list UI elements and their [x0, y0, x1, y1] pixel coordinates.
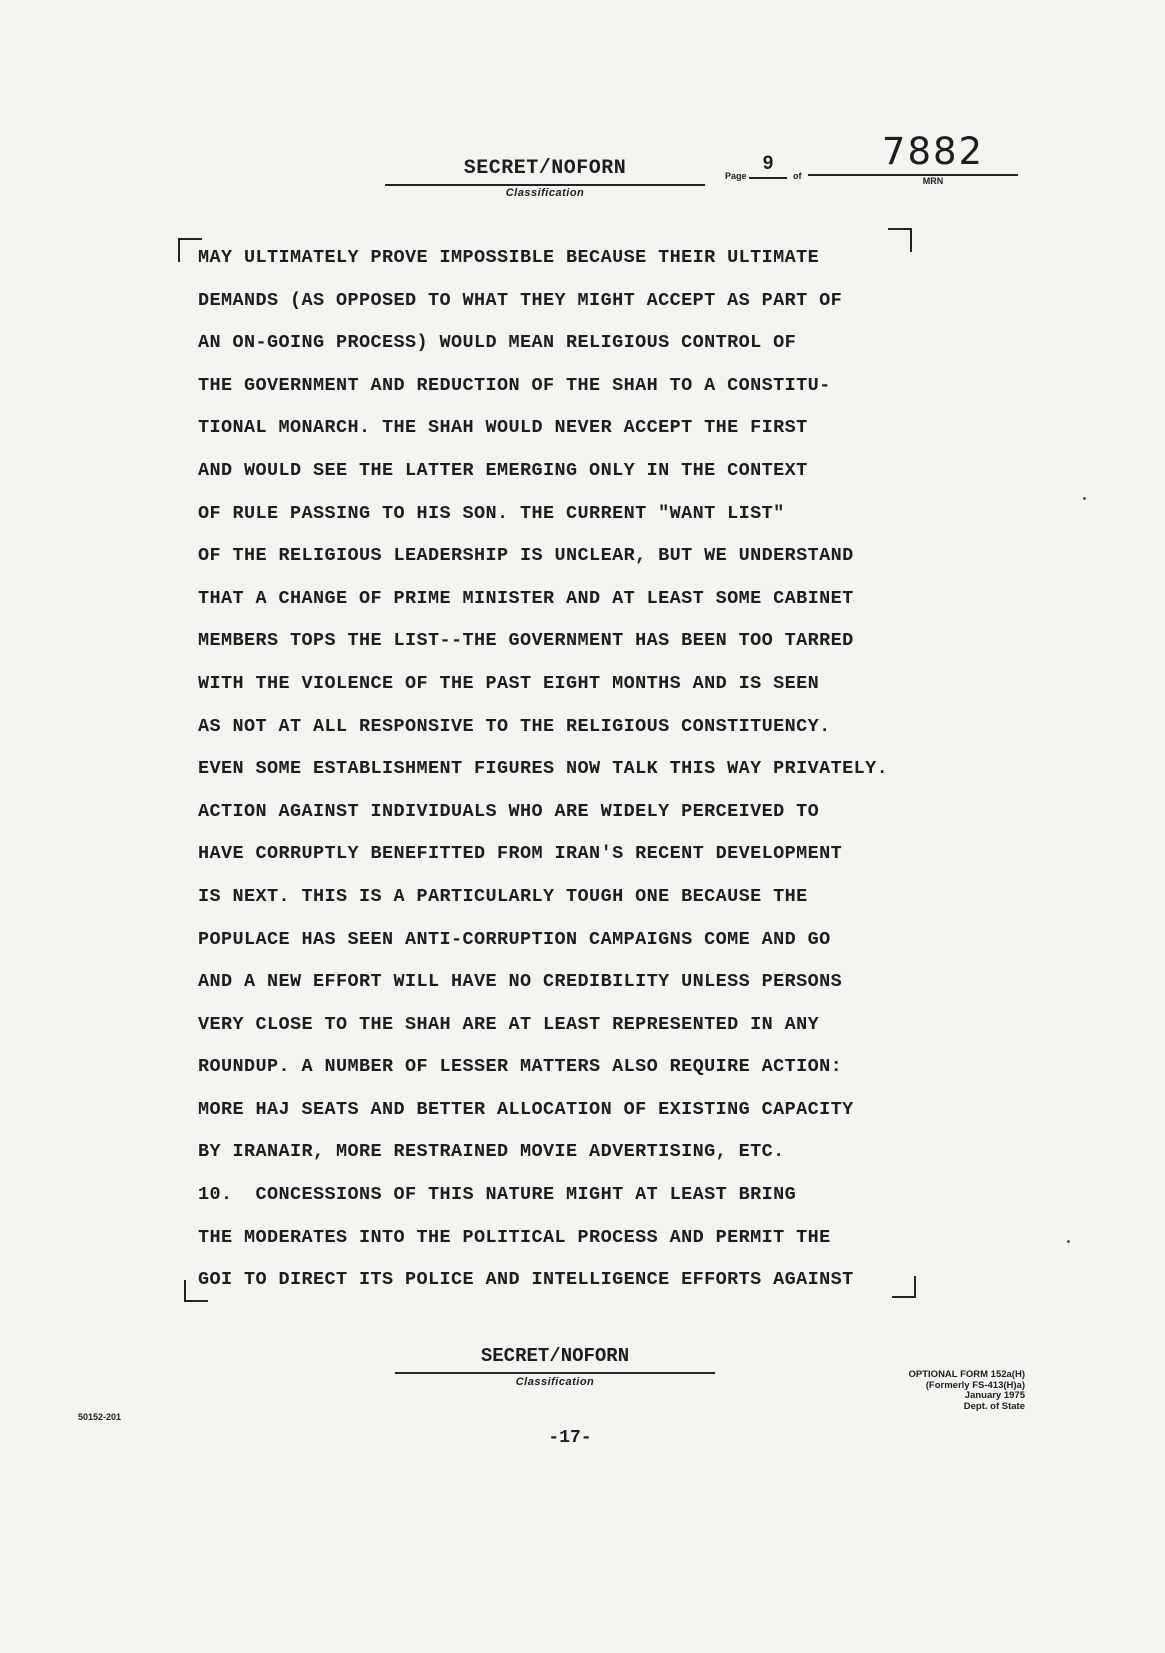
mrn-block — [808, 130, 1018, 186]
body-line: OF THE RELIGIOUS LEADERSHIP IS UNCLEAR, BUT WE UNDERSTAND — [198, 545, 854, 567]
header-classification — [385, 157, 705, 199]
form-line: OPTIONAL FORM 152a(H) — [908, 1369, 1025, 1380]
mrn-caption: MRN — [922, 176, 944, 186]
body-line: DEMANDS (AS OPPOSED TO WHAT THEY MIGHT ACCEPT AS PART OF — [198, 289, 843, 311]
footer-classification — [395, 1345, 715, 1388]
body-line: ACTION AGAINST INDIVIDUALS WHO ARE WIDELY PERCEIVED TO — [198, 800, 820, 822]
form-line: January 1975 — [964, 1390, 1025, 1401]
body-line: IS NEXT. THIS IS A PARTICULARLY TOUGH ONE BECAUSE THE — [198, 885, 808, 907]
body-line: MORE HAJ SEATS AND BETTER ALLOCATION OF EXISTING CAPACITY — [198, 1098, 854, 1120]
body-line: 10. CONCESSIONS OF THIS NATURE MIGHT AT LEAST BRING — [198, 1184, 797, 1206]
body-line: HAVE CORRUPTLY BENEFITTED FROM IRAN'S RECENT DEVELOPMENT — [198, 843, 843, 865]
form-code: 50152-201 — [78, 1412, 122, 1422]
form-line: (Formerly FS-413(H)a) — [925, 1379, 1025, 1391]
body-line: MAY ULTIMATELY PROVE IMPOSSIBLE BECAUSE THEIR ULTIMATE — [198, 247, 820, 268]
body-line: BY IRANAIR, MORE RESTRAINED MOVIE ADVERTISING, ETC. — [198, 1141, 785, 1163]
body-line: POPULACE HAS SEEN ANTI-CORRUPTION CAMPAIGNS COME AND GO — [198, 928, 831, 950]
handwritten-number: 7882 — [808, 130, 1018, 176]
header-classification-caption: Classification — [505, 187, 585, 199]
scan-speck — [1083, 497, 1086, 500]
scan-speck — [1067, 1240, 1070, 1243]
form-line: Dept. of State — [963, 1400, 1025, 1412]
body-line: WITH THE VIOLENCE OF THE PAST EIGHT MONTHS AND IS SEEN — [198, 672, 820, 694]
footer-classification-marking: SECRET/NOFORN — [395, 1345, 715, 1374]
page-footer-number: -17- — [548, 1428, 592, 1448]
body-line: MEMBERS TOPS THE LIST--THE GOVERNMENT HAS BEEN TOO TARRED — [198, 630, 854, 652]
body-line: ROUNDUP. A NUMBER OF LESSER MATTERS ALSO REQUIRE ACTION: — [198, 1056, 843, 1078]
body-line: EVEN SOME ESTABLISHMENT FIGURES NOW TALK THIS WAY PRIVATELY. — [198, 758, 889, 780]
body-line: AN ON-GOING PROCESS) WOULD MEAN RELIGIOUS CONTROL OF — [198, 332, 797, 354]
body-line: THE GOVERNMENT AND REDUCTION OF THE SHAH TO A CONSTITU- — [198, 374, 831, 396]
body-line: THE MODERATES INTO THE POLITICAL PROCESS AND PERMIT THE — [198, 1226, 831, 1248]
page-label: Page — [725, 171, 747, 181]
footer-classification-caption: Classification — [515, 1376, 595, 1388]
body-line: AND WOULD SEE THE LATTER EMERGING ONLY IN THE CONTEXT — [198, 459, 808, 481]
body-line: OF RULE PASSING TO HIS SON. THE CURRENT "WANT LIST" — [198, 502, 785, 524]
body-line: VERY CLOSE TO THE SHAH ARE AT LEAST REPRESENTED IN ANY — [198, 1013, 820, 1035]
body-line: THAT A CHANGE OF PRIME MINISTER AND AT LEAST SOME CABINET — [198, 587, 854, 609]
body-line: AND A NEW EFFORT WILL HAVE NO CREDIBILITY UNLESS PERSONS — [198, 971, 843, 993]
page-number: 9 — [749, 153, 787, 179]
body-line: AS NOT AT ALL RESPONSIVE TO THE RELIGIOUS CONSTITUENCY. — [198, 715, 831, 737]
of-label: of — [793, 171, 802, 181]
body-line: TIONAL MONARCH. THE SHAH WOULD NEVER ACCEPT THE FIRST — [198, 417, 808, 439]
header-classification-marking: SECRET/NOFORN — [385, 157, 705, 186]
form-identifier — [845, 1370, 1025, 1412]
body-line: GOI TO DIRECT ITS POLICE AND INTELLIGENCE EFFORTS AGAINST — [198, 1269, 854, 1291]
body-text — [198, 246, 958, 1311]
